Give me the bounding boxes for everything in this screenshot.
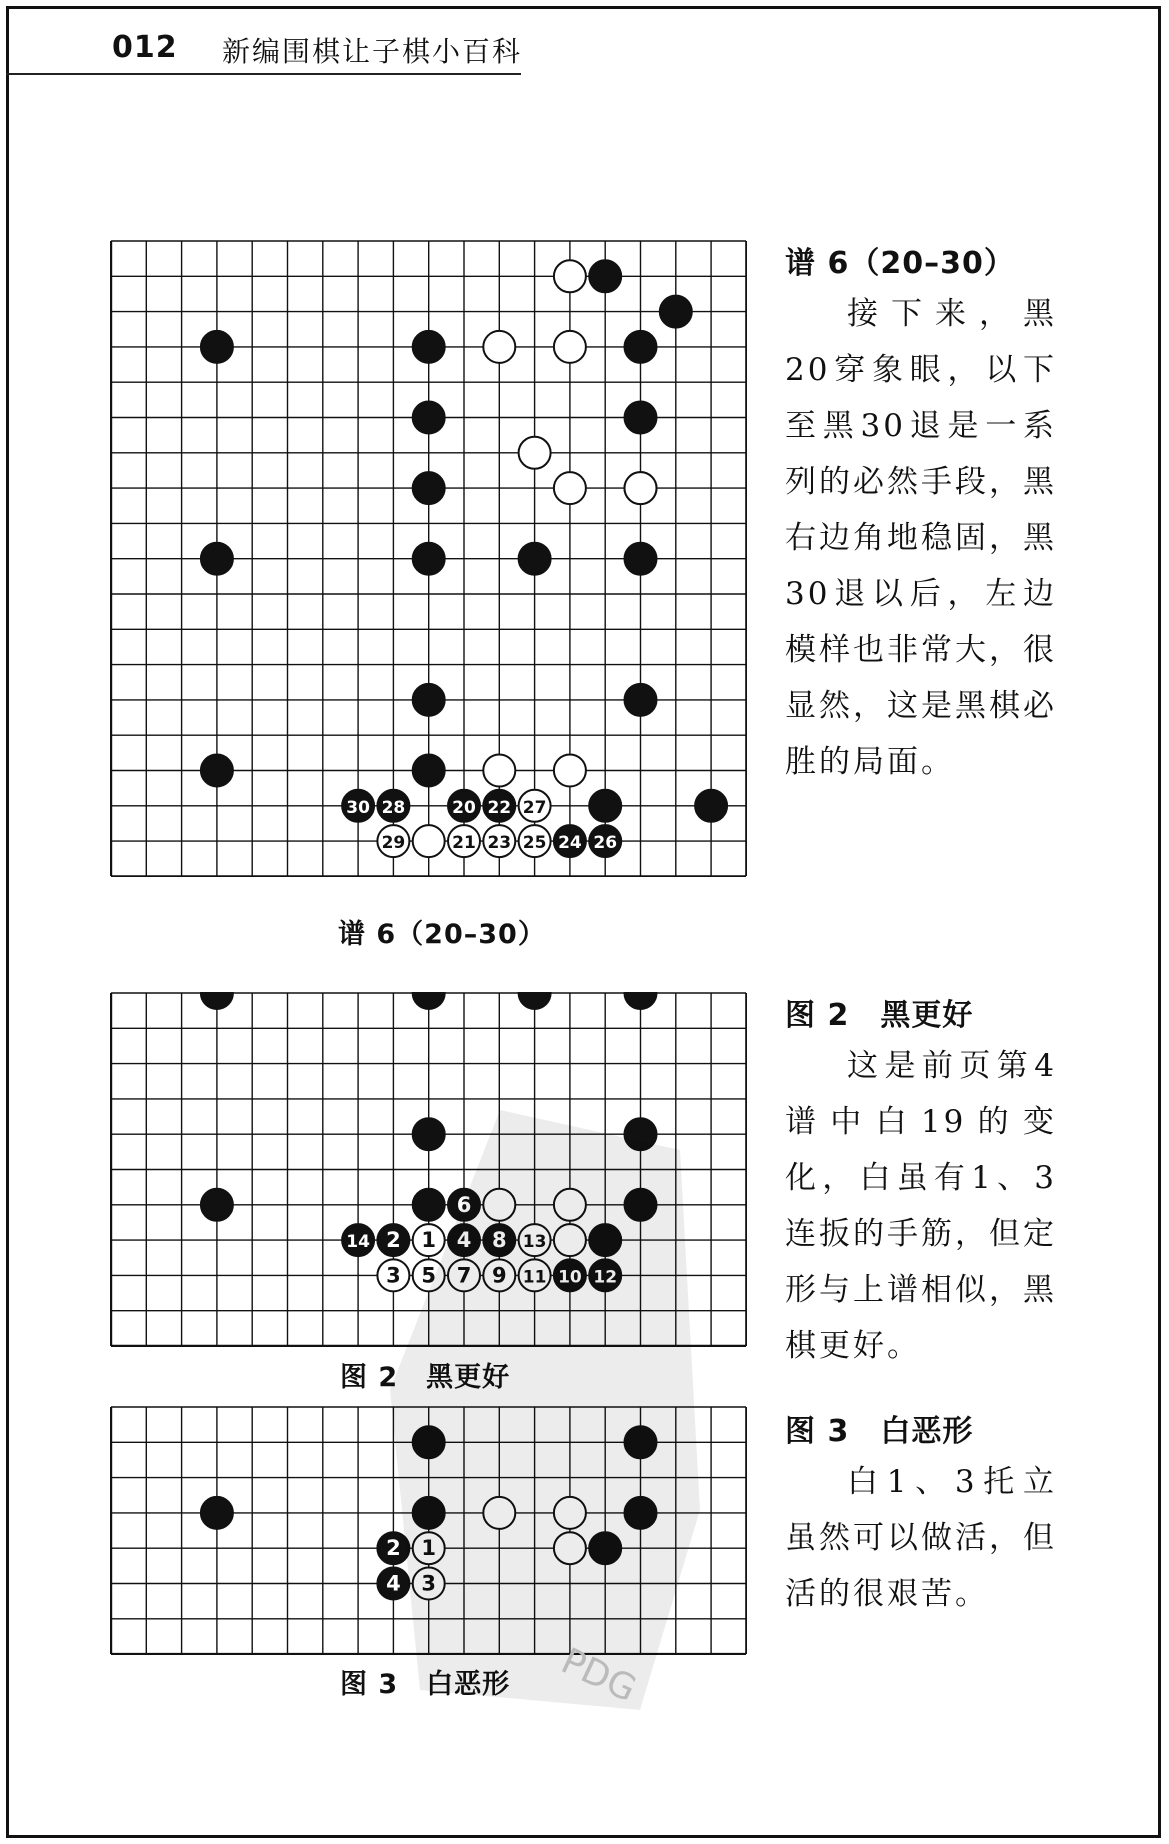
go-board-fig3 <box>110 1406 747 1655</box>
black-stone <box>413 402 445 434</box>
black-stone <box>201 331 233 363</box>
commentary-title-pu6: 谱 6（20–30） <box>785 246 1015 281</box>
move-number-label: 26 <box>593 833 618 854</box>
commentary-title-fig2: 图 2 黑更好 <box>785 998 974 1033</box>
running-title: 新编围棋让子棋小百科 <box>222 35 523 68</box>
white-stone <box>554 1532 586 1564</box>
move-number-label: 3 <box>386 1263 401 1288</box>
black-stone <box>413 1426 445 1458</box>
board-svg <box>110 240 747 877</box>
black-stone <box>413 331 445 363</box>
black-stone <box>589 260 621 292</box>
move-number-label: 7 <box>456 1263 472 1288</box>
commentary-text-fig2: 这是前页第4谱中白19的变化，白虽有1、3连扳的手筋，但定形与上谱相似，黑棋更好。 <box>785 1048 1057 1364</box>
white-stone <box>554 331 586 363</box>
watermark-text: PDG <box>554 1640 643 1711</box>
move-number-label: 1 <box>421 1536 437 1561</box>
white-stone <box>483 755 515 787</box>
white-stone <box>554 1189 586 1221</box>
move-number-label: 29 <box>381 833 406 854</box>
black-stone <box>201 755 233 787</box>
go-board-fig2 <box>110 992 747 1347</box>
commentary-body-pu6 <box>785 286 1057 790</box>
move-number-label: 1 <box>421 1228 437 1253</box>
move-number-label: 20 <box>452 797 476 818</box>
commentary-text-fig3: 白1、3托立虽然可以做活，但活的很艰苦。 <box>785 1464 1057 1612</box>
caption-fig3: 图 3 白恶形 <box>340 1669 511 1700</box>
move-number-label: 30 <box>346 797 370 818</box>
black-stone <box>589 790 621 822</box>
black-stone <box>625 1426 657 1458</box>
black-stone <box>625 992 657 1009</box>
black-stone <box>625 1189 657 1221</box>
white-stone <box>519 437 551 469</box>
black-stone <box>413 472 445 504</box>
move-number-label: 4 <box>386 1571 401 1596</box>
white-stone <box>554 755 586 787</box>
move-number-label: 5 <box>421 1263 437 1288</box>
move-number-label: 28 <box>381 797 406 818</box>
white-stone <box>625 472 657 504</box>
black-stone <box>201 543 233 575</box>
white-stone <box>554 260 586 292</box>
black-stone <box>589 1224 621 1256</box>
move-number-label: 12 <box>593 1267 618 1288</box>
move-number-label: 2 <box>386 1536 401 1561</box>
white-stone <box>483 1497 515 1529</box>
move-number-label: 10 <box>558 1267 582 1288</box>
white-stone <box>483 331 515 363</box>
black-stone <box>625 1497 657 1529</box>
board-svg <box>110 992 747 1347</box>
white-stone <box>413 825 445 857</box>
white-stone <box>554 472 586 504</box>
black-stone <box>519 543 551 575</box>
black-stone <box>625 402 657 434</box>
black-stone <box>589 1532 621 1564</box>
move-number-label: 24 <box>558 833 582 854</box>
move-number-label: 3 <box>421 1571 437 1596</box>
move-number-label: 6 <box>456 1192 472 1217</box>
black-stone <box>413 684 445 716</box>
black-stone <box>201 992 233 1009</box>
move-number-label: 8 <box>491 1228 507 1253</box>
commentary-title-fig3: 图 3 白恶形 <box>785 1414 974 1449</box>
header-rule <box>6 73 521 75</box>
white-stone <box>483 1189 515 1221</box>
black-stone <box>201 1189 233 1221</box>
black-stone <box>413 1189 445 1221</box>
move-number-label: 25 <box>522 833 547 854</box>
move-number-label: 27 <box>522 797 547 818</box>
black-stone <box>413 1497 445 1529</box>
black-stone <box>413 992 445 1009</box>
move-number-label: 2 <box>386 1228 401 1253</box>
black-stone <box>413 543 445 575</box>
black-stone <box>695 790 727 822</box>
move-number-label: 14 <box>346 1232 370 1253</box>
black-stone <box>625 331 657 363</box>
move-number-label: 22 <box>487 797 512 818</box>
black-stone <box>413 755 445 787</box>
move-number-label: 23 <box>487 833 512 854</box>
black-stone <box>625 543 657 575</box>
white-stone <box>554 1224 586 1256</box>
move-number-label: 4 <box>456 1228 472 1253</box>
move-number-label: 21 <box>452 833 476 854</box>
commentary-body-fig2 <box>785 1038 1057 1374</box>
caption-pu6: 谱 6（20–30） <box>338 919 546 950</box>
caption-fig2: 图 2 黑更好 <box>340 1362 511 1393</box>
commentary-body-fig3 <box>785 1454 1057 1622</box>
black-stone <box>625 1118 657 1150</box>
board-svg <box>110 1406 747 1655</box>
go-board-pu6 <box>110 240 747 877</box>
black-stone <box>625 684 657 716</box>
commentary-text-pu6: 接下来，黑20穿象眼，以下至黑30退是一系列的必然手段，黑右边角地稳固，黑30退以后，左边模样也非常大，很显然，这是黑棋必胜的局面。 <box>785 296 1057 780</box>
black-stone <box>519 992 551 1009</box>
black-stone <box>413 1118 445 1150</box>
move-number-label: 13 <box>522 1232 547 1253</box>
move-number-label: 11 <box>522 1267 547 1288</box>
page-number: 012 <box>112 30 178 65</box>
black-stone <box>201 1497 233 1529</box>
white-stone <box>554 1497 586 1529</box>
black-stone <box>660 296 692 328</box>
move-number-label: 9 <box>491 1263 507 1288</box>
